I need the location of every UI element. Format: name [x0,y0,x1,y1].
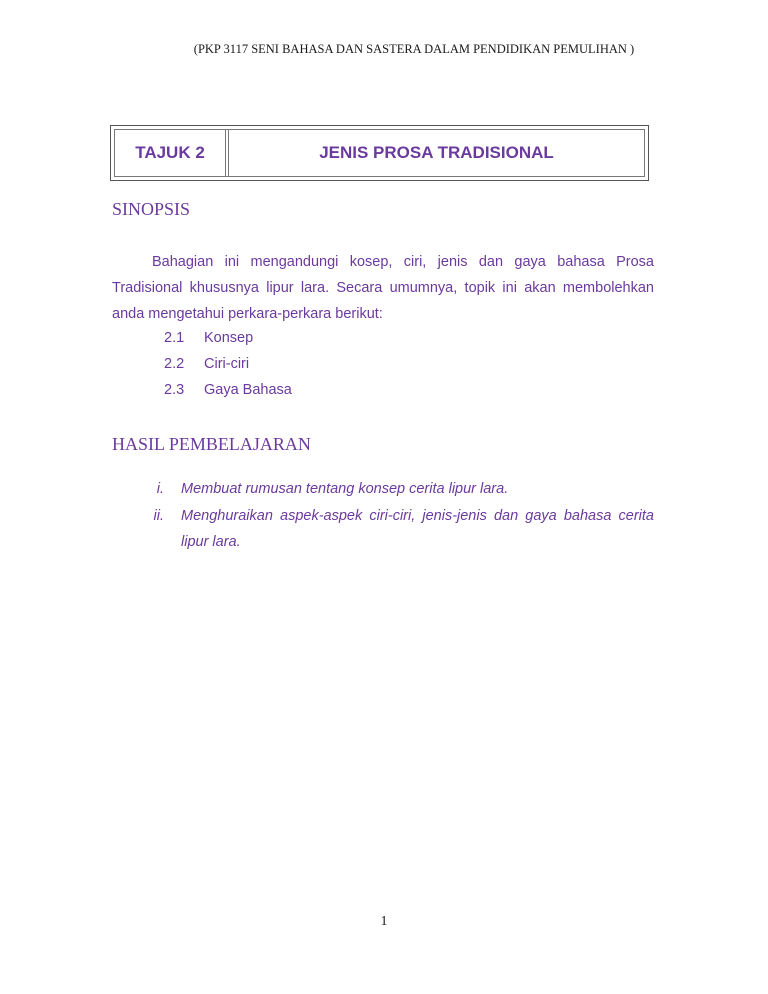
outcome-text: Membuat rumusan tentang konsep cerita lipur lara. [181,481,509,497]
topic-title: JENIS PROSA TRADISIONAL [319,143,554,162]
topic-list-item [164,330,253,346]
topic-number: TAJUK 2 [115,130,226,176]
running-header: (PKP 3117 SENI BAHASA DAN SASTERA DALAM PENDIDIKAN PEMULIHAN ) [193,42,635,56]
page-number: 1 [380,914,388,929]
topic-item-number: 2.2 [164,356,185,372]
synopsis-heading: SINOPSIS [112,199,191,219]
topic-title-box-inner [114,129,645,177]
topic-item-label: Konsep [204,330,254,346]
learning-outcomes-heading: HASIL PEMBELAJARAN [112,434,311,454]
outcome-marker: i. [156,481,164,497]
topic-list-item [164,382,292,398]
synopsis-paragraph [112,249,654,327]
topic-item-number: 2.3 [164,382,185,398]
synopsis-text: Bahagian ini mengandungi kosep, ciri, jenis dan gaya bahasa Prosa Tradisional khususnya lipur lara. Secara umumnya, topik ini akan membolehkan anda mengetahui perkara-perkara berikut: [112,254,654,322]
outcome-marker: ii. [153,508,164,524]
topic-item-number: 2.1 [164,330,185,346]
topic-list-item [164,356,249,372]
topic-item-label: Gaya Bahasa [204,382,292,398]
topic-title-box [110,125,649,181]
outcome-text: Menghuraikan aspek-aspek ciri-ciri, jenis-jenis dan gaya bahasa cerita lipur lara. [181,508,654,550]
topic-item-label: Ciri-ciri [204,356,250,372]
